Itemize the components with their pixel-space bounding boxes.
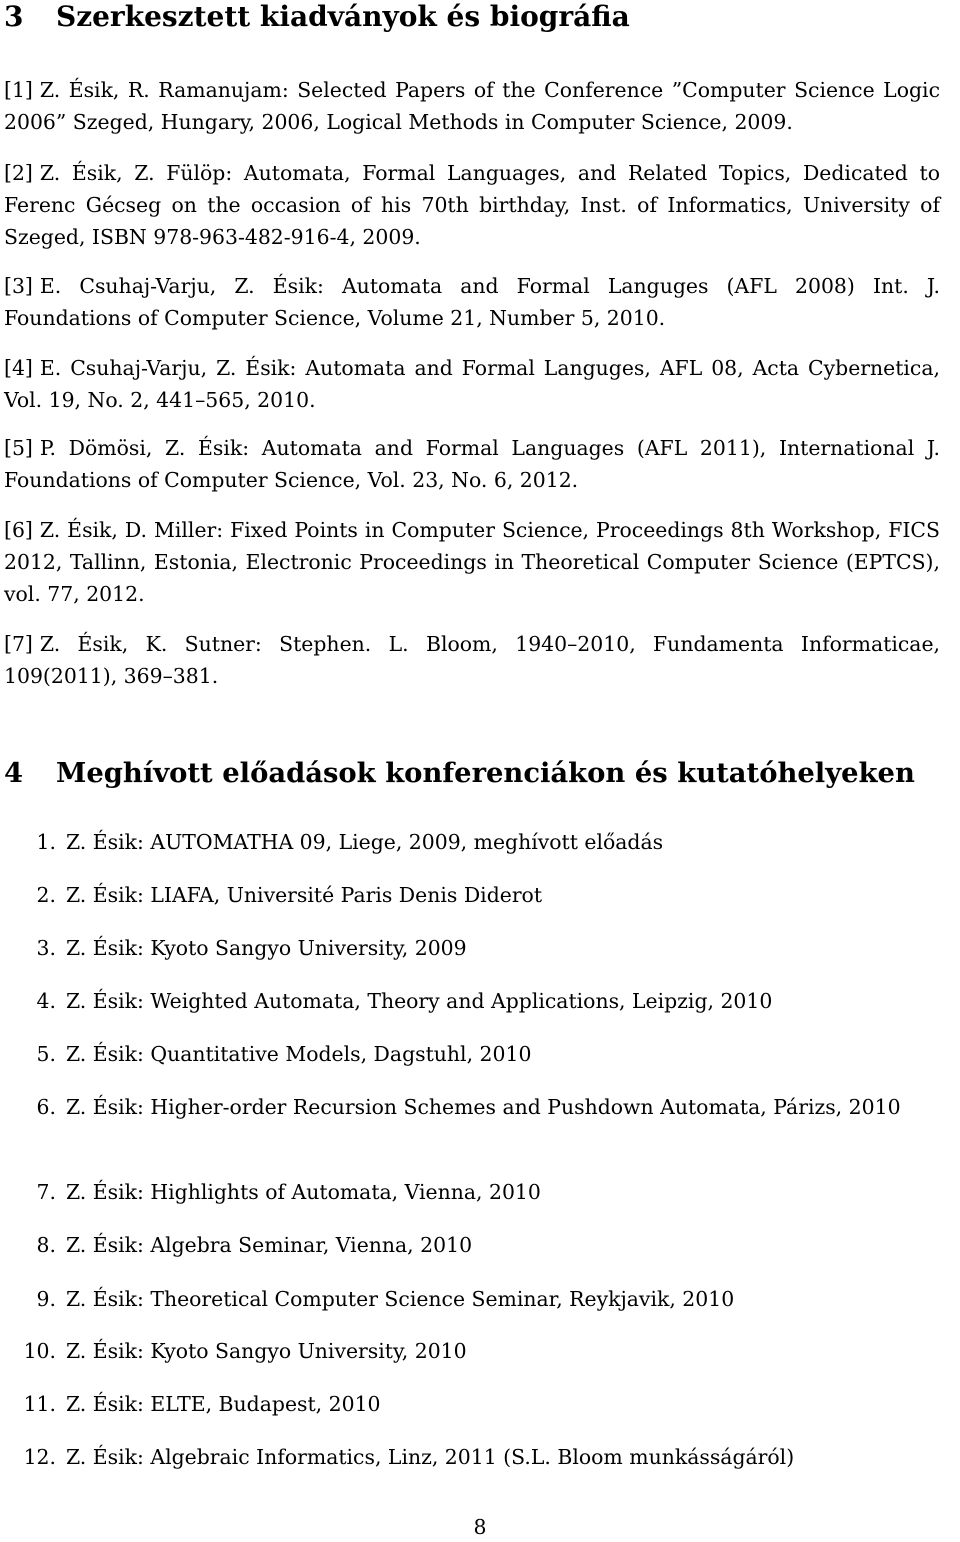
- list-item: [4, 932, 940, 964]
- list-item: [4, 1176, 940, 1208]
- list-item-text: Z. Ésik: Algebra Seminar, Vienna, 2010: [66, 1233, 473, 1257]
- list-item-number: 3.: [36, 936, 56, 960]
- list-item-text: Z. Ésik: ELTE, Budapest, 2010: [66, 1392, 381, 1416]
- list-item-number: 11.: [23, 1392, 56, 1416]
- reference-number: [7]: [4, 632, 33, 656]
- reference-number: [3]: [4, 274, 33, 298]
- section-3-title: Szerkesztett kiadványok és biográfia: [56, 0, 630, 33]
- list-item-number: 8.: [36, 1233, 56, 1257]
- reference-number: [4]: [4, 356, 33, 380]
- reference-2: [4, 157, 940, 253]
- reference-text: Z. Ésik, R. Ramanujam: Selected Papers of the Conference ”Computer Science Logic 2006” Szeged, Hungary, 2006, Logical Methods in Computer Science, 2009.: [4, 78, 940, 134]
- reference-3: [4, 270, 940, 334]
- reference-text: E. Csuhaj-Varju, Z. Ésik: Automata and Formal Languges (AFL 2008) Int. J. Foundations of Computer Science, Volume 21, Number 5, 2010.: [4, 274, 940, 330]
- page-number: 8: [473, 1515, 487, 1539]
- list-item-number: 1.: [36, 830, 56, 854]
- reference-text: Z. Ésik, D. Miller: Fixed Points in Computer Science, Proceedings 8th Workshop, FICS 2012, Tallinn, Estonia, Electronic Proceedings in Theoretical Computer Science (EPTCS), vol. 77, 2012.: [4, 518, 940, 606]
- list-item-number: 2.: [36, 883, 56, 907]
- list-item: [4, 879, 940, 911]
- section-3-number: 3: [4, 0, 24, 33]
- section-4-title: Meghívott előadások konferenciákon és kutatóhelyeken: [56, 757, 915, 789]
- list-item: [4, 1388, 940, 1420]
- reference-number: [1]: [4, 78, 33, 102]
- list-item: [4, 985, 940, 1017]
- section-3-heading: [4, 0, 630, 34]
- section-4-heading: [4, 756, 915, 790]
- list-item: [4, 1229, 940, 1261]
- list-item: [4, 826, 940, 858]
- reference-1: [4, 74, 940, 138]
- list-item-text: Z. Ésik: Theoretical Computer Science Seminar, Reykjavik, 2010: [66, 1287, 735, 1311]
- list-item: [4, 1283, 940, 1315]
- reference-4: [4, 352, 940, 416]
- list-item-text: Z. Ésik: Highlights of Automata, Vienna, 2010: [66, 1180, 541, 1204]
- list-item-text: Z. Ésik: Higher-order Recursion Schemes and Pushdown Automata, Párizs, 2010: [66, 1095, 901, 1119]
- list-item-text: Z. Ésik: LIAFA, Université Paris Denis Diderot: [66, 883, 543, 907]
- section-4-number: 4: [4, 757, 24, 789]
- list-item: [4, 1091, 940, 1123]
- reference-number: [5]: [4, 436, 33, 460]
- reference-5: [4, 432, 940, 496]
- list-item-text: Z. Ésik: Algebraic Informatics, Linz, 2011 (S.L. Bloom munkásságáról): [66, 1445, 795, 1469]
- list-item-text: Z. Ésik: Kyoto Sangyo University, 2009: [66, 936, 467, 960]
- reference-text: Z. Ésik, Z. Fülöp: Automata, Formal Languages, and Related Topics, Dedicated to Ferenc Gécseg on the occasion of his 70th birthday, Inst. of Informatics, University of Szeged, ISBN 978-963-482-916-4, 2009.: [4, 161, 940, 249]
- list-item: [4, 1038, 940, 1070]
- list-item-text: Z. Ésik: Kyoto Sangyo University, 2010: [66, 1339, 467, 1363]
- list-item-number: 12.: [23, 1445, 56, 1469]
- reference-7: [4, 628, 940, 692]
- list-item-text: Z. Ésik: Quantitative Models, Dagstuhl, 2010: [66, 1042, 532, 1066]
- reference-number: [2]: [4, 161, 33, 185]
- reference-number: [6]: [4, 518, 33, 542]
- reference-text: Z. Ésik, K. Sutner: Stephen. L. Bloom, 1940–2010, Fundamenta Informaticae, 109(2011), 369–381.: [4, 632, 940, 688]
- list-item: [4, 1441, 940, 1473]
- reference-text: P. Dömösi, Z. Ésik: Automata and Formal Languages (AFL 2011), International J. Foundations of Computer Science, Vol. 23, No. 6, 2012.: [4, 436, 940, 492]
- reference-text: E. Csuhaj-Varju, Z. Ésik: Automata and Formal Languges, AFL 08, Acta Cybernetica, Vol. 19, No. 2, 441–565, 2010.: [4, 356, 940, 412]
- list-item-text: Z. Ésik: AUTOMATHA 09, Liege, 2009, meghívott előadás: [66, 830, 664, 854]
- list-item-number: 9.: [36, 1287, 56, 1311]
- list-item: [4, 1335, 940, 1367]
- reference-6: [4, 514, 940, 610]
- list-item-number: 7.: [36, 1180, 56, 1204]
- list-item-number: 10.: [23, 1339, 56, 1363]
- list-item-number: 4.: [36, 989, 56, 1013]
- list-item-text: Z. Ésik: Weighted Automata, Theory and Applications, Leipzig, 2010: [66, 989, 773, 1013]
- list-item-number: 6.: [36, 1095, 56, 1119]
- list-item-number: 5.: [36, 1042, 56, 1066]
